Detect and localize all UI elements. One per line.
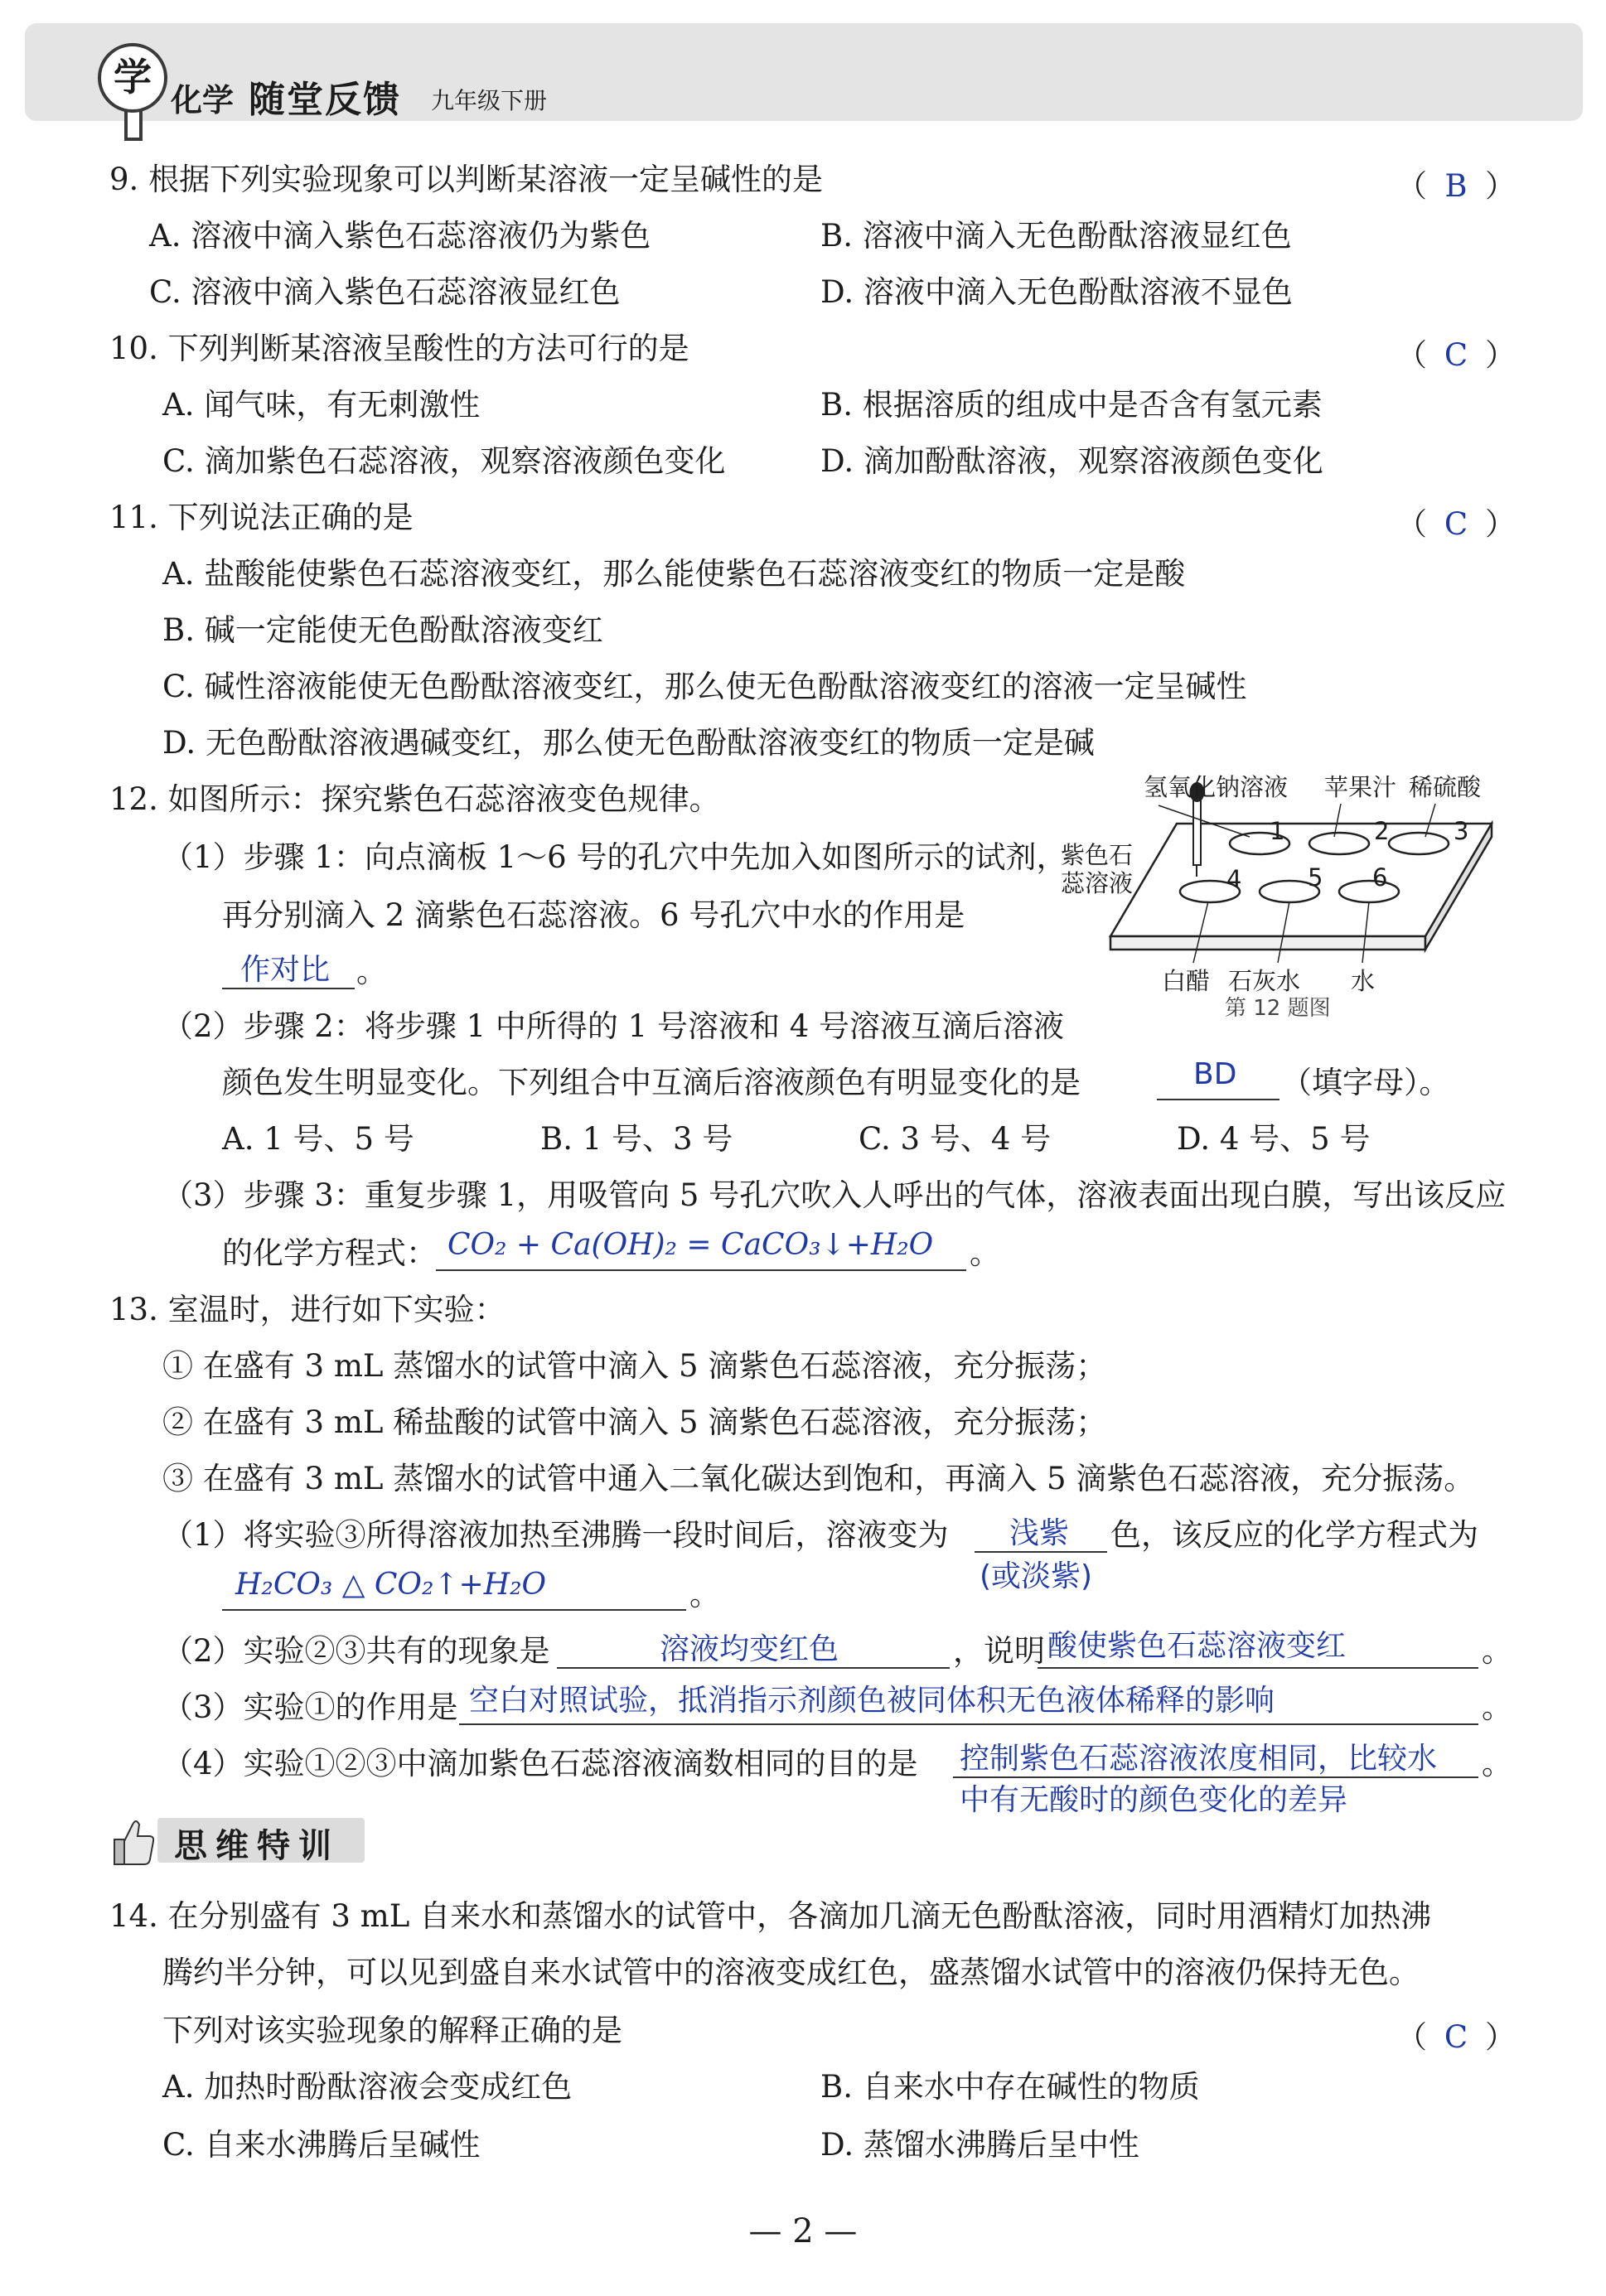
q11-option-d: D. 无色酚酞溶液遇碱变红，那么使无色酚酞溶液变红的物质一定是碱 bbox=[162, 725, 1095, 761]
q14-option-d: D. 蒸馏水沸腾后呈中性 bbox=[820, 2127, 1139, 2163]
q12-part2-line2: 颜色发生明显变化。下列组合中互滴后溶液颜色有明显变化的是 bbox=[222, 1065, 1081, 1100]
header-series: 随堂反馈 bbox=[249, 79, 401, 121]
q13-part2-period: 。 bbox=[1482, 1633, 1512, 1669]
hole-number-5: 5 bbox=[1308, 863, 1323, 892]
q12-figure bbox=[1061, 771, 1508, 1019]
q10-option-c: C. 滴加紫色石蕊溶液，观察溶液颜色变化 bbox=[162, 443, 726, 479]
section-title: 思维特训 bbox=[174, 1827, 340, 1865]
q12-part3-line2: 的化学方程式： bbox=[222, 1235, 437, 1271]
q12-part2-tail: （填字母）。 bbox=[1281, 1065, 1450, 1100]
q12-part1-period: 。 bbox=[356, 954, 387, 989]
q12-part2-answer: BD bbox=[1193, 1057, 1237, 1091]
q13-step-2: ② 在盛有 3 mL 稀盐酸的试管中滴入 5 滴紫色石蕊溶液，充分振荡； bbox=[162, 1404, 1107, 1440]
header-grade: 九年级下册 bbox=[431, 87, 548, 114]
q13-part3-answer: 空白对照试验，抵消指示剂颜色被同体积无色液体稀释的影响 bbox=[469, 1684, 1275, 1718]
q14-line2: 腾约半分钟，可以见到盛自来水试管中的溶液变成红色，盛蒸馏水试管中的溶液仍保持无色。 bbox=[162, 1955, 1420, 1990]
q13-part1-period: 。 bbox=[689, 1577, 720, 1612]
q12-stem: 12. 如图所示：探究紫色石蕊溶液变色规律。 bbox=[109, 781, 720, 817]
q13-step-1: ① 在盛有 3 mL 蒸馏水的试管中滴入 5 滴紫色石蕊溶液，充分振荡； bbox=[162, 1348, 1107, 1384]
q13-part1-blank2 bbox=[222, 1609, 686, 1611]
key-icon bbox=[124, 108, 143, 141]
q10-option-d: D. 滴加酚酞溶液，观察溶液颜色变化 bbox=[820, 443, 1323, 479]
q13-part1-line1-tail: 色，该反应的化学方程式为 bbox=[1110, 1517, 1478, 1553]
q12-part1-line1: （1）步骤 1：向点滴板 1～6 号的孔穴中先加入如图所示的试剂， bbox=[162, 839, 1067, 875]
hole-number-6: 6 bbox=[1372, 863, 1388, 892]
q12-part3-blank bbox=[436, 1269, 966, 1271]
q14-bracket: （ C ） bbox=[1396, 2019, 1516, 2055]
label-dilute-h2so4: 稀硫酸 bbox=[1409, 773, 1482, 801]
q14-line3: 下列对该实验现象的解释正确的是 bbox=[162, 2013, 622, 2048]
q11-option-c: C. 碱性溶液能使无色酚酞溶液变红，那么使无色酚酞溶液变红的溶液一定呈碱性 bbox=[162, 669, 1247, 704]
q13-part2-answer2: 酸使紫色石蕊溶液变红 bbox=[1047, 1629, 1347, 1663]
q9-option-b: B. 溶液中滴入无色酚酞溶液显红色 bbox=[820, 218, 1292, 254]
q11-answer: C bbox=[1444, 506, 1468, 542]
q13-part1-answer1: 浅紫 bbox=[1009, 1516, 1070, 1550]
q13-part4-answer-line2: 中有无酸时的颜色变化的差异 bbox=[960, 1783, 1348, 1817]
q13-part1-answer1-alt: (或淡紫) bbox=[980, 1559, 1093, 1593]
hole-number-3: 3 bbox=[1454, 817, 1469, 845]
q13-part4-label: （4）实验①②③中滴加紫色石蕊溶液滴数相同的目的是 bbox=[162, 1746, 918, 1781]
q13-part1-line1: （1）将实验③所得溶液加热至沸腾一段时间后，溶液变为 bbox=[162, 1517, 949, 1553]
hole-number-1: 1 bbox=[1270, 817, 1285, 845]
q12-part2-line1: （2）步骤 2：将步骤 1 中所得的 1 号溶液和 4 号溶液互滴后溶液 bbox=[162, 1008, 1065, 1044]
q12-part3-period: 。 bbox=[970, 1235, 1000, 1271]
q13-stem: 13. 室温时，进行如下实验： bbox=[109, 1292, 506, 1327]
q9-option-d: D. 溶液中滴入无色酚酞溶液不显色 bbox=[820, 274, 1293, 310]
q13-part2-label: （2）实验②③共有的现象是 bbox=[162, 1633, 550, 1669]
q14-option-a: A. 加热时酚酞溶液会变成红色 bbox=[162, 2069, 573, 2105]
q13-part3-label: （3）实验①的作用是 bbox=[162, 1689, 458, 1725]
q12-part1-line2: 再分别滴入 2 滴紫色石蕊溶液。6 号孔穴中水的作用是 bbox=[222, 897, 965, 933]
q12-part2-option-a: A. 1 号、5 号 bbox=[222, 1121, 414, 1157]
header-subject: 化学 bbox=[171, 82, 235, 118]
thumbs-up-icon bbox=[108, 1811, 157, 1869]
q13-part4-period: 。 bbox=[1482, 1746, 1512, 1781]
q13-part3-period: 。 bbox=[1482, 1689, 1512, 1725]
q13-step-3: ③ 在盛有 3 mL 蒸馏水的试管中通入二氧化碳达到饱和，再滴入 5 滴紫色石蕊溶液，充分振荡。 bbox=[162, 1461, 1475, 1496]
label-litmus-2: 蕊溶液 bbox=[1061, 869, 1134, 897]
q12-part2-blank bbox=[1157, 1099, 1279, 1100]
q10-option-b: B. 根据溶质的组成中是否含有氢元素 bbox=[820, 387, 1323, 423]
q13-part3-blank bbox=[459, 1723, 1478, 1725]
label-limewater: 石灰水 bbox=[1228, 967, 1301, 995]
q12-part3-line1: （3）步骤 3：重复步骤 1，用吸管向 5 号孔穴吹入人呼出的气体，溶液表面出现白膜，写出该反应 bbox=[162, 1177, 1507, 1213]
q10-stem: 10. 下列判断某溶液呈酸性的方法可行的是 bbox=[109, 331, 689, 366]
q13-part2-mid: ，说明 bbox=[953, 1633, 1045, 1669]
q14-option-b: B. 自来水中存在碱性的物质 bbox=[820, 2069, 1200, 2105]
q11-option-a: A. 盐酸能使紫色石蕊溶液变红，那么能使紫色石蕊溶液变红的物质一定是酸 bbox=[162, 556, 1186, 592]
q12-part2-option-b: B. 1 号、3 号 bbox=[540, 1121, 733, 1157]
q13-part2-blank2 bbox=[1038, 1667, 1478, 1669]
q12-part2-option-c: C. 3 号、4 号 bbox=[859, 1121, 1052, 1157]
q9-bracket: （ B ） bbox=[1396, 168, 1516, 204]
label-vinegar: 白醋 bbox=[1162, 967, 1211, 995]
q11-stem: 11. 下列说法正确的是 bbox=[109, 500, 414, 535]
q10-option-a: A. 闻气味，有无刺激性 bbox=[162, 387, 481, 423]
figure-caption: 第 12 题图 bbox=[1225, 996, 1331, 1021]
q9-option-a: A. 溶液中滴入紫色石蕊溶液仍为紫色 bbox=[149, 218, 651, 254]
label-water: 水 bbox=[1351, 967, 1376, 995]
q10-bracket: （ C ） bbox=[1396, 337, 1516, 373]
q13-part2-answer1: 溶液均变红色 bbox=[660, 1632, 839, 1666]
label-litmus-1: 紫色石 bbox=[1061, 841, 1134, 869]
label-apple-juice: 苹果汁 bbox=[1324, 773, 1397, 801]
q9-option-c: C. 溶液中滴入紫色石蕊溶液显红色 bbox=[149, 274, 621, 310]
q10-answer: C bbox=[1444, 337, 1468, 373]
q12-part1-answer: 作对比 bbox=[240, 953, 331, 987]
label-naoh: 氢氧化钠溶液 bbox=[1144, 773, 1289, 801]
q11-bracket: （ C ） bbox=[1396, 506, 1516, 542]
q14-answer: C bbox=[1444, 2019, 1468, 2055]
q12-part2-option-d: D. 4 号、5 号 bbox=[1177, 1121, 1371, 1157]
q13-part4-answer-line1: 控制紫色石蕊溶液浓度相同，比较水 bbox=[960, 1742, 1438, 1776]
q12-part3-answer: CO₂ + Ca(OH)₂ = CaCO₃↓+H₂O bbox=[447, 1228, 934, 1262]
q11-option-b: B. 碱一定能使无色酚酞溶液变红 bbox=[162, 612, 603, 648]
page-number: — 2 — bbox=[748, 2212, 858, 2250]
q9-stem: 9. 根据下列实验现象可以判断某溶液一定呈碱性的是 bbox=[109, 162, 824, 197]
q13-part1-answer2: H₂CO₃ △ CO₂↑+H₂O bbox=[235, 1568, 547, 1602]
q14-line1: 14. 在分别盛有 3 mL 自来水和蒸馏水的试管中，各滴加几滴无色酚酞溶液，同时用酒精灯加热沸 bbox=[109, 1898, 1432, 1934]
hole-number-4: 4 bbox=[1226, 865, 1242, 893]
q9-answer: B bbox=[1444, 168, 1468, 204]
q14-option-c: C. 自来水沸腾后呈碱性 bbox=[162, 2127, 481, 2163]
header-logo: 学 bbox=[98, 43, 167, 113]
section-banner bbox=[108, 1811, 381, 1869]
hole-number-2: 2 bbox=[1374, 817, 1390, 845]
